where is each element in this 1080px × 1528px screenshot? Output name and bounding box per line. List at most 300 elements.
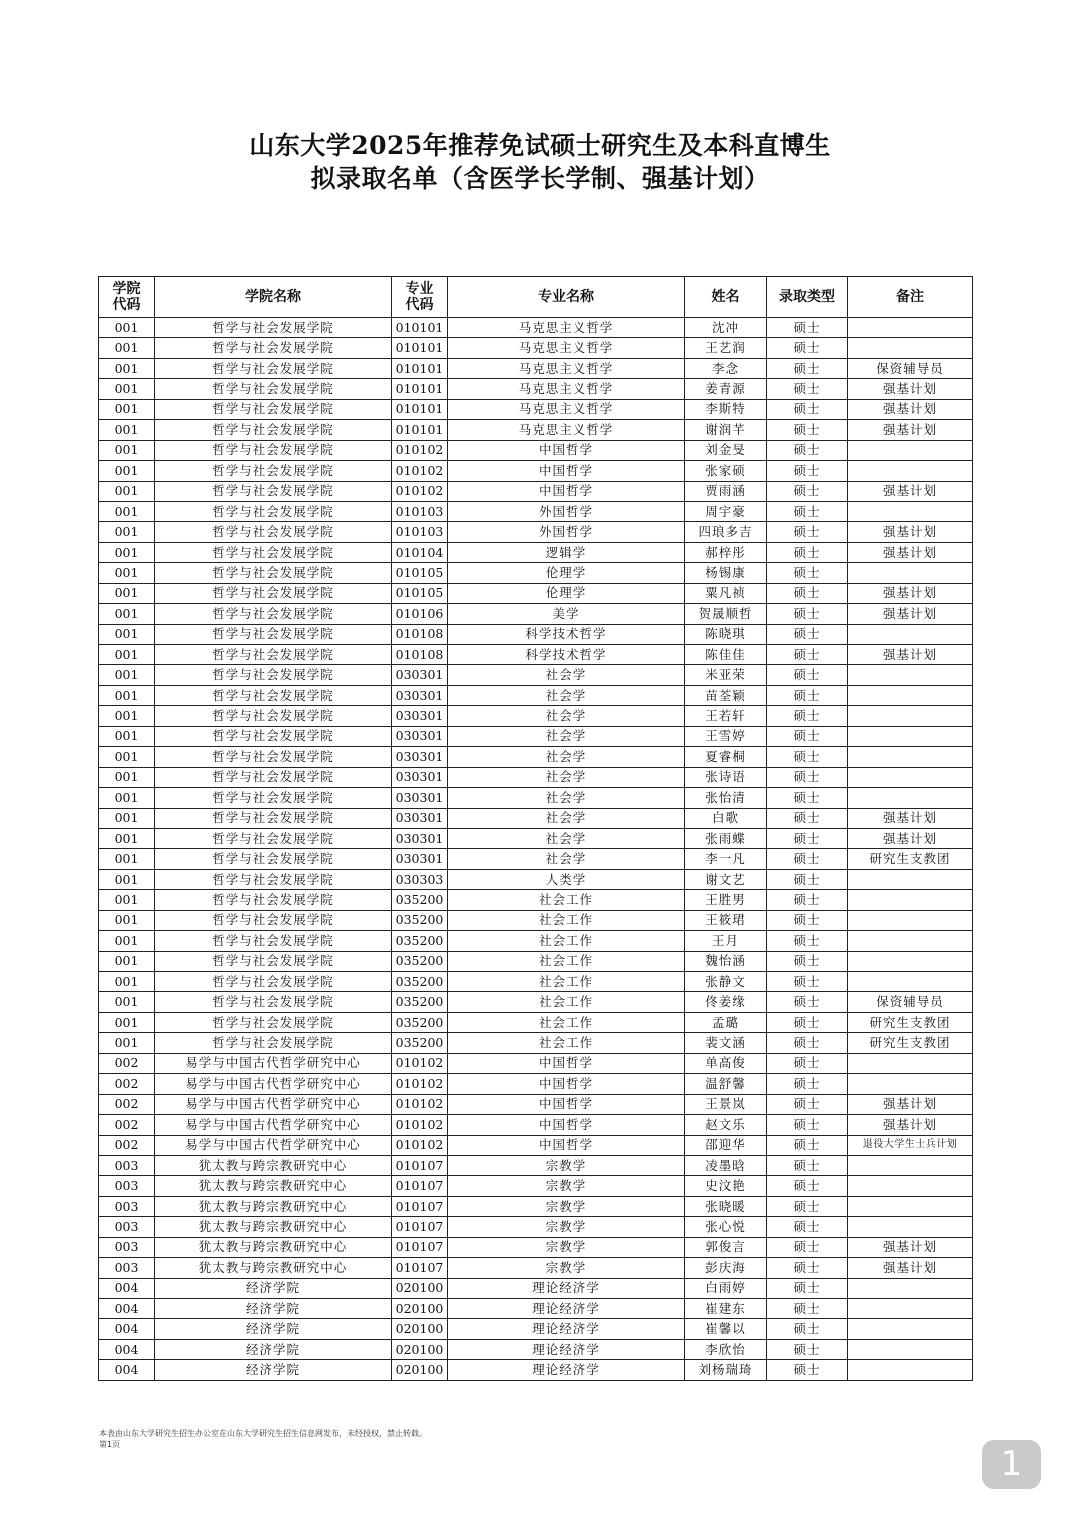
remarks-cell <box>848 1074 973 1094</box>
college-name-cell: 易学与中国古代哲学研究中心 <box>155 1094 392 1114</box>
college-name-cell: 经济学院 <box>155 1339 392 1359</box>
admission-type-cell: 硕士 <box>767 481 848 501</box>
admission-type-cell: 硕士 <box>767 1319 848 1339</box>
remarks-cell <box>848 461 973 481</box>
admission-type-cell: 硕士 <box>767 1053 848 1073</box>
admission-type-cell: 硕士 <box>767 951 848 971</box>
student-name-cell: 贾雨涵 <box>685 481 767 501</box>
admission-type-cell: 硕士 <box>767 849 848 869</box>
student-name-cell: 裴文涵 <box>685 1033 767 1053</box>
college-name-cell: 哲学与社会发展学院 <box>155 726 392 746</box>
remarks-cell: 保资辅导员 <box>848 992 973 1012</box>
major-name-cell: 马克思主义哲学 <box>448 358 685 378</box>
admission-type-cell: 硕士 <box>767 399 848 419</box>
college-name-cell: 哲学与社会发展学院 <box>155 604 392 624</box>
remarks-cell <box>848 951 973 971</box>
major-name-cell: 美学 <box>448 604 685 624</box>
major-code-cell: 010102 <box>392 1053 448 1073</box>
footer-notice: 本表由山东大学研究生招生办公室在山东大学研究生招生信息网发布，未经授权，禁止转载。 <box>99 1429 427 1438</box>
major-name-cell: 社会工作 <box>448 972 685 992</box>
remarks-cell <box>848 747 973 767</box>
college-name-cell: 哲学与社会发展学院 <box>155 685 392 705</box>
major-code-cell: 010108 <box>392 645 448 665</box>
college-name-cell: 哲学与社会发展学院 <box>155 665 392 685</box>
major-name-cell: 人类学 <box>448 869 685 889</box>
table-row <box>99 788 973 808</box>
student-name-cell: 王月 <box>685 931 767 951</box>
admission-type-cell: 硕士 <box>767 1258 848 1278</box>
major-name-cell: 马克思主义哲学 <box>448 399 685 419</box>
table-row <box>99 563 973 583</box>
student-name-cell: 白雨婷 <box>685 1278 767 1298</box>
college-code-cell: 001 <box>99 542 155 562</box>
college-code-cell: 003 <box>99 1258 155 1278</box>
major-code-cell: 010102 <box>392 440 448 460</box>
remarks-cell: 保资辅导员 <box>848 358 973 378</box>
remarks-cell: 强基计划 <box>848 808 973 828</box>
college-code-cell: 001 <box>99 379 155 399</box>
student-name-cell: 孟璐 <box>685 1012 767 1032</box>
major-name-cell: 宗教学 <box>448 1217 685 1237</box>
college-code-cell: 002 <box>99 1053 155 1073</box>
major-code-cell: 030301 <box>392 849 448 869</box>
college-name-cell: 哲学与社会发展学院 <box>155 767 392 787</box>
major-name-cell: 科学技术哲学 <box>448 645 685 665</box>
college-code-cell: 001 <box>99 461 155 481</box>
student-name-cell: 张雨蝶 <box>685 828 767 848</box>
college-code-cell: 001 <box>99 828 155 848</box>
admission-type-cell: 硕士 <box>767 972 848 992</box>
major-name-cell: 中国哲学 <box>448 1115 685 1135</box>
college-name-cell: 哲学与社会发展学院 <box>155 461 392 481</box>
student-name-cell: 贺晟顺哲 <box>685 604 767 624</box>
college-name-cell: 易学与中国古代哲学研究中心 <box>155 1135 392 1155</box>
table-row <box>99 910 973 930</box>
major-name-cell: 中国哲学 <box>448 1074 685 1094</box>
major-code-cell: 010107 <box>392 1176 448 1196</box>
remarks-cell <box>848 1360 973 1380</box>
major-name-cell: 宗教学 <box>448 1155 685 1175</box>
major-code-cell: 035200 <box>392 992 448 1012</box>
college-code-cell: 001 <box>99 951 155 971</box>
college-code-cell: 001 <box>99 1012 155 1032</box>
admission-type-cell: 硕士 <box>767 706 848 726</box>
college-code-cell: 001 <box>99 767 155 787</box>
table-row <box>99 972 973 992</box>
table-row <box>99 461 973 481</box>
college-name-cell: 哲学与社会发展学院 <box>155 1033 392 1053</box>
student-name-cell: 刘杨瑞琦 <box>685 1360 767 1380</box>
major-code-cell: 035200 <box>392 951 448 971</box>
college-name-cell: 哲学与社会发展学院 <box>155 501 392 521</box>
college-code-cell: 001 <box>99 522 155 542</box>
remarks-cell <box>848 624 973 644</box>
major-code-cell: 010102 <box>392 1135 448 1155</box>
admission-type-cell: 硕士 <box>767 1299 848 1319</box>
college-code-cell: 001 <box>99 869 155 889</box>
major-code-cell: 020100 <box>392 1319 448 1339</box>
college-name-cell: 哲学与社会发展学院 <box>155 951 392 971</box>
college-name-cell: 哲学与社会发展学院 <box>155 318 392 338</box>
admission-table <box>98 276 973 1381</box>
college-code-cell: 004 <box>99 1299 155 1319</box>
major-code-cell: 010101 <box>392 399 448 419</box>
major-name-cell: 中国哲学 <box>448 1135 685 1155</box>
remarks-cell: 强基计划 <box>848 1115 973 1135</box>
major-name-cell: 社会工作 <box>448 890 685 910</box>
student-name-cell: 谢润芊 <box>685 420 767 440</box>
major-code-cell: 010103 <box>392 522 448 542</box>
remarks-cell <box>848 1278 973 1298</box>
remarks-cell: 强基计划 <box>848 481 973 501</box>
college-code-cell: 001 <box>99 318 155 338</box>
major-code-cell: 030301 <box>392 685 448 705</box>
admission-type-cell: 硕士 <box>767 604 848 624</box>
remarks-cell <box>848 1176 973 1196</box>
major-name-cell: 社会工作 <box>448 992 685 1012</box>
college-code-cell: 001 <box>99 1033 155 1053</box>
college-code-cell: 001 <box>99 338 155 358</box>
college-code-cell: 001 <box>99 726 155 746</box>
major-name-cell: 社会学 <box>448 706 685 726</box>
table-row <box>99 1258 973 1278</box>
major-code-cell: 030301 <box>392 808 448 828</box>
college-code-cell: 001 <box>99 931 155 951</box>
remarks-cell: 强基计划 <box>848 379 973 399</box>
major-code-cell: 030301 <box>392 726 448 746</box>
major-code-cell: 010102 <box>392 481 448 501</box>
major-name-cell: 逻辑学 <box>448 542 685 562</box>
major-name-cell: 社会学 <box>448 747 685 767</box>
major-code-cell: 010106 <box>392 604 448 624</box>
college-name-cell: 犹太教与跨宗教研究中心 <box>155 1155 392 1175</box>
table-body <box>99 318 973 1381</box>
admission-type-cell: 硕士 <box>767 1196 848 1216</box>
student-name-cell: 王筱珺 <box>685 910 767 930</box>
major-code-cell: 020100 <box>392 1299 448 1319</box>
major-name-cell: 社会工作 <box>448 1012 685 1032</box>
college-name-cell: 哲学与社会发展学院 <box>155 747 392 767</box>
table-row <box>99 501 973 521</box>
admission-type-cell: 硕士 <box>767 1217 848 1237</box>
student-name-cell: 单高俊 <box>685 1053 767 1073</box>
student-name-cell: 沈冲 <box>685 318 767 338</box>
admission-type-cell: 硕士 <box>767 869 848 889</box>
admission-type-cell: 硕士 <box>767 420 848 440</box>
student-name-cell: 李一凡 <box>685 849 767 869</box>
college-name-cell: 易学与中国古代哲学研究中心 <box>155 1053 392 1073</box>
major-name-cell: 理论经济学 <box>448 1319 685 1339</box>
college-code-cell: 001 <box>99 665 155 685</box>
college-name-cell: 哲学与社会发展学院 <box>155 1012 392 1032</box>
college-code-cell: 001 <box>99 481 155 501</box>
table-row <box>99 1237 973 1257</box>
student-name-cell: 佟姜缘 <box>685 992 767 1012</box>
remarks-cell <box>848 931 973 951</box>
remarks-cell <box>848 665 973 685</box>
major-name-cell: 伦理学 <box>448 563 685 583</box>
student-name-cell: 凌墨晗 <box>685 1155 767 1175</box>
table-row <box>99 399 973 419</box>
student-name-cell: 王景岚 <box>685 1094 767 1114</box>
remarks-cell: 强基计划 <box>848 399 973 419</box>
major-name-cell: 社会学 <box>448 788 685 808</box>
remarks-cell <box>848 767 973 787</box>
student-name-cell: 陈佳佳 <box>685 645 767 665</box>
admission-type-cell: 硕士 <box>767 1135 848 1155</box>
major-code-cell: 010101 <box>392 420 448 440</box>
college-name-cell: 犹太教与跨宗教研究中心 <box>155 1237 392 1257</box>
major-name-cell: 社会工作 <box>448 1033 685 1053</box>
table-row <box>99 1094 973 1114</box>
student-name-cell: 张晓暖 <box>685 1196 767 1216</box>
major-name-cell: 外国哲学 <box>448 501 685 521</box>
student-name-cell: 彭庆海 <box>685 1258 767 1278</box>
college-code-cell: 004 <box>99 1360 155 1380</box>
remarks-cell: 强基计划 <box>848 1258 973 1278</box>
student-name-cell: 周宇豪 <box>685 501 767 521</box>
student-name-cell: 刘金旻 <box>685 440 767 460</box>
table-row <box>99 665 973 685</box>
major-name-cell: 中国哲学 <box>448 1053 685 1073</box>
table-row <box>99 645 973 665</box>
major-name-cell: 社会工作 <box>448 910 685 930</box>
college-name-cell: 哲学与社会发展学院 <box>155 522 392 542</box>
table-row <box>99 890 973 910</box>
major-name-cell: 外国哲学 <box>448 522 685 542</box>
student-name-cell: 李斯特 <box>685 399 767 419</box>
major-code-cell: 010103 <box>392 501 448 521</box>
header-major-name: 专业名称 <box>448 277 685 318</box>
admission-type-cell: 硕士 <box>767 338 848 358</box>
table-row <box>99 420 973 440</box>
major-name-cell: 中国哲学 <box>448 1094 685 1114</box>
table-row <box>99 1360 973 1380</box>
admission-type-cell: 硕士 <box>767 1155 848 1175</box>
college-name-cell: 哲学与社会发展学院 <box>155 706 392 726</box>
student-name-cell: 王胜男 <box>685 890 767 910</box>
major-code-cell: 030301 <box>392 706 448 726</box>
admission-type-cell: 硕士 <box>767 931 848 951</box>
admission-type-cell: 硕士 <box>767 379 848 399</box>
college-code-cell: 001 <box>99 399 155 419</box>
table-row <box>99 931 973 951</box>
page-number-badge[interactable]: 1 <box>982 1440 1041 1489</box>
college-code-cell: 001 <box>99 420 155 440</box>
major-code-cell: 010102 <box>392 461 448 481</box>
major-name-cell: 宗教学 <box>448 1258 685 1278</box>
major-name-cell: 宗教学 <box>448 1237 685 1257</box>
admission-type-cell: 硕士 <box>767 440 848 460</box>
table-row <box>99 828 973 848</box>
college-name-cell: 哲学与社会发展学院 <box>155 420 392 440</box>
college-code-cell: 001 <box>99 910 155 930</box>
admission-type-cell: 硕士 <box>767 1278 848 1298</box>
major-code-cell: 010102 <box>392 1094 448 1114</box>
remarks-cell <box>848 563 973 583</box>
college-name-cell: 经济学院 <box>155 1278 392 1298</box>
major-code-cell: 035200 <box>392 931 448 951</box>
admission-type-cell: 硕士 <box>767 1176 848 1196</box>
student-name-cell: 李欣怡 <box>685 1339 767 1359</box>
college-name-cell: 哲学与社会发展学院 <box>155 931 392 951</box>
college-code-cell: 001 <box>99 992 155 1012</box>
remarks-cell <box>848 972 973 992</box>
college-name-cell: 哲学与社会发展学院 <box>155 645 392 665</box>
major-code-cell: 030301 <box>392 828 448 848</box>
major-code-cell: 035200 <box>392 890 448 910</box>
college-name-cell: 哲学与社会发展学院 <box>155 338 392 358</box>
student-name-cell: 魏怡涵 <box>685 951 767 971</box>
admission-type-cell: 硕士 <box>767 1033 848 1053</box>
college-name-cell: 哲学与社会发展学院 <box>155 358 392 378</box>
table-header-row <box>99 277 973 318</box>
college-code-cell: 002 <box>99 1074 155 1094</box>
table-row <box>99 1278 973 1298</box>
table-row <box>99 1319 973 1339</box>
college-code-cell: 001 <box>99 583 155 603</box>
remarks-cell <box>848 890 973 910</box>
remarks-cell: 强基计划 <box>848 604 973 624</box>
remarks-cell <box>848 685 973 705</box>
remarks-cell: 强基计划 <box>848 1237 973 1257</box>
admission-type-cell: 硕士 <box>767 563 848 583</box>
college-name-cell: 哲学与社会发展学院 <box>155 828 392 848</box>
table-row <box>99 481 973 501</box>
college-name-cell: 哲学与社会发展学院 <box>155 379 392 399</box>
college-name-cell: 哲学与社会发展学院 <box>155 890 392 910</box>
table-row <box>99 869 973 889</box>
college-code-cell: 004 <box>99 1339 155 1359</box>
table-row <box>99 951 973 971</box>
remarks-cell <box>848 338 973 358</box>
major-code-cell: 035200 <box>392 1012 448 1032</box>
table-row <box>99 1339 973 1359</box>
student-name-cell: 邵迎华 <box>685 1135 767 1155</box>
admission-type-cell: 硕士 <box>767 726 848 746</box>
major-name-cell: 理论经济学 <box>448 1299 685 1319</box>
remarks-cell <box>848 1155 973 1175</box>
table-row <box>99 522 973 542</box>
major-code-cell: 035200 <box>392 910 448 930</box>
footer-page-number: 第1页 <box>99 1440 121 1449</box>
table-row <box>99 1053 973 1073</box>
major-code-cell: 020100 <box>392 1278 448 1298</box>
major-name-cell: 中国哲学 <box>448 440 685 460</box>
table-row <box>99 542 973 562</box>
college-code-cell: 001 <box>99 501 155 521</box>
student-name-cell: 张怡清 <box>685 788 767 808</box>
college-code-cell: 001 <box>99 788 155 808</box>
table-row <box>99 338 973 358</box>
student-name-cell: 杨锡康 <box>685 563 767 583</box>
student-name-cell: 张心悦 <box>685 1217 767 1237</box>
table-row <box>99 379 973 399</box>
admission-type-cell: 硕士 <box>767 542 848 562</box>
table-row <box>99 1135 973 1155</box>
college-code-cell: 002 <box>99 1135 155 1155</box>
major-code-cell: 020100 <box>392 1360 448 1380</box>
table-row <box>99 1074 973 1094</box>
major-code-cell: 010107 <box>392 1196 448 1216</box>
major-name-cell: 马克思主义哲学 <box>448 338 685 358</box>
major-name-cell: 社会学 <box>448 828 685 848</box>
student-name-cell: 米亚荣 <box>685 665 767 685</box>
college-code-cell: 003 <box>99 1217 155 1237</box>
admission-type-cell: 硕士 <box>767 1339 848 1359</box>
admission-type-cell: 硕士 <box>767 685 848 705</box>
college-name-cell: 易学与中国古代哲学研究中心 <box>155 1115 392 1135</box>
student-name-cell: 郝梓彤 <box>685 542 767 562</box>
college-name-cell: 哲学与社会发展学院 <box>155 910 392 930</box>
major-name-cell: 社会学 <box>448 726 685 746</box>
table-row <box>99 1155 973 1175</box>
header-admission-type: 录取类型 <box>767 277 848 318</box>
college-code-cell: 001 <box>99 972 155 992</box>
college-code-cell: 001 <box>99 440 155 460</box>
admission-type-cell: 硕士 <box>767 624 848 644</box>
document-title-line-2: 拟录取名单（含医学长学制、强基计划） <box>310 164 770 193</box>
table-row <box>99 1196 973 1216</box>
remarks-cell: 强基计划 <box>848 420 973 440</box>
college-name-cell: 哲学与社会发展学院 <box>155 563 392 583</box>
student-name-cell: 陈晓琪 <box>685 624 767 644</box>
remarks-cell: 研究生支教团 <box>848 1012 973 1032</box>
student-name-cell: 粟凡祯 <box>685 583 767 603</box>
student-name-cell: 白歌 <box>685 808 767 828</box>
remarks-cell: 研究生支教团 <box>848 849 973 869</box>
college-code-cell: 001 <box>99 624 155 644</box>
major-code-cell: 010107 <box>392 1217 448 1237</box>
major-name-cell: 马克思主义哲学 <box>448 420 685 440</box>
college-name-cell: 哲学与社会发展学院 <box>155 399 392 419</box>
college-code-cell: 003 <box>99 1237 155 1257</box>
student-name-cell: 四琅多吉 <box>685 522 767 542</box>
college-code-cell: 004 <box>99 1319 155 1339</box>
remarks-cell: 强基计划 <box>848 583 973 603</box>
college-code-cell: 003 <box>99 1155 155 1175</box>
major-name-cell: 社会学 <box>448 767 685 787</box>
admission-type-cell: 硕士 <box>767 1094 848 1114</box>
remarks-cell: 强基计划 <box>848 522 973 542</box>
table-row <box>99 747 973 767</box>
major-name-cell: 科学技术哲学 <box>448 624 685 644</box>
admission-type-cell: 硕士 <box>767 318 848 338</box>
student-name-cell: 苗荃颖 <box>685 685 767 705</box>
student-name-cell: 史汶艳 <box>685 1176 767 1196</box>
college-code-cell: 001 <box>99 358 155 378</box>
admission-type-cell: 硕士 <box>767 501 848 521</box>
admission-type-cell: 硕士 <box>767 910 848 930</box>
college-name-cell: 犹太教与跨宗教研究中心 <box>155 1176 392 1196</box>
major-name-cell: 社会学 <box>448 665 685 685</box>
college-code-cell: 004 <box>99 1278 155 1298</box>
major-code-cell: 010102 <box>392 1074 448 1094</box>
remarks-cell <box>848 501 973 521</box>
major-name-cell: 社会学 <box>448 685 685 705</box>
major-name-cell: 马克思主义哲学 <box>448 318 685 338</box>
table-row <box>99 1012 973 1032</box>
table-row <box>99 604 973 624</box>
college-name-cell: 哲学与社会发展学院 <box>155 583 392 603</box>
table-row <box>99 726 973 746</box>
college-name-cell: 经济学院 <box>155 1360 392 1380</box>
major-code-cell: 030301 <box>392 665 448 685</box>
college-code-cell: 001 <box>99 563 155 583</box>
table-row <box>99 1217 973 1237</box>
remarks-cell <box>848 910 973 930</box>
admission-type-cell: 硕士 <box>767 767 848 787</box>
